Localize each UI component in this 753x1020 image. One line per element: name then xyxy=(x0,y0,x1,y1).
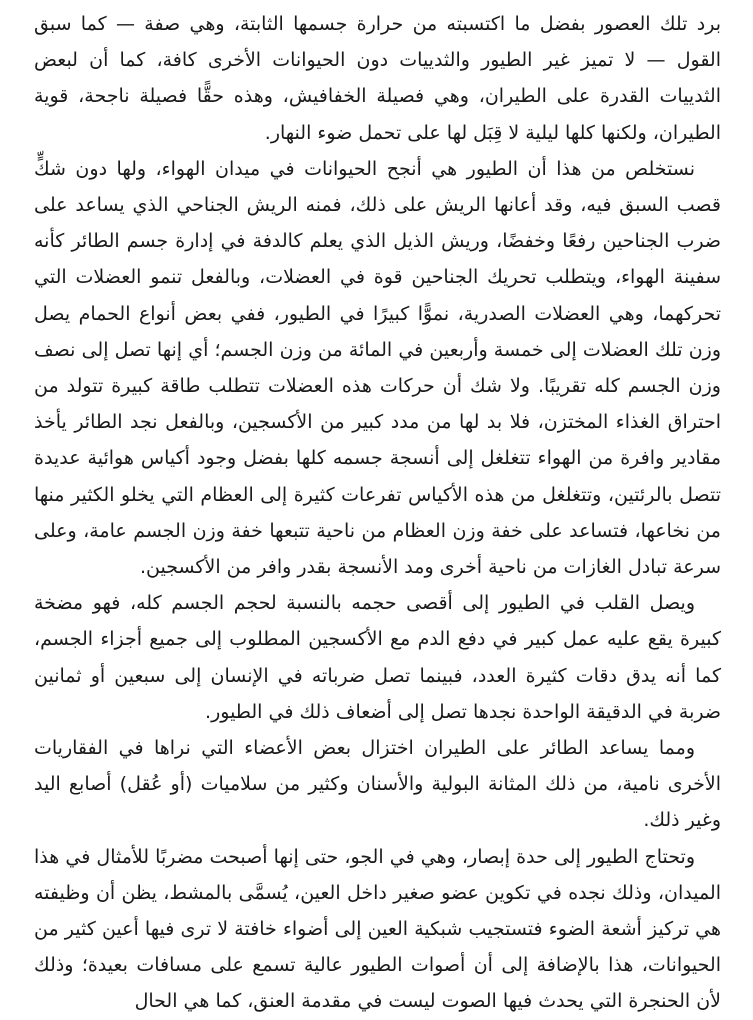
document-page xyxy=(0,6,753,1013)
paragraph-4: ومما يساعد الطائر على الطيران اختزال بعض الأعضاء التي نراها في الفقاريات الأخرى نامية، من ذلك المثانة البولية والأسنان وكثير من سلاميات (أو عُقل) أصابع اليد وغير ذلك. xyxy=(34,737,721,832)
paragraph-1: برد تلك العصور بفضل ما اكتسبته من حرارة جسمها الثابتة، وهي صفة — كما سبق القول — لا تميز غير الطيور والثدييات دون الحيوانات الأخرى كافة، كما أن لبعض الثدييات القدرة على الطيران، وهي فصيلة الخفافيش، وهذه حقًّا فصيلة ناجحة، قوية الطيران، ولكنها كلها ليلية لا قِبَل لها على تحمل ضوء النهار. xyxy=(34,13,721,144)
paragraph-2: نستخلص من هذا أن الطيور هي أنجح الحيوانات في ميدان الهواء، ولها دون شكٍّ قصب السبق فيه، وقد أعانها الريش على ذلك، فمنه الريش الجناحي الذي يساعد على ضرب الجناحين رفعًا وخفضًا، وريش الذيل الذي يعلم كالدفة في إدارة جسم الطائر كأنه سفينة الهواء، ويتطلب تحريك الجناحين قوة في العضلات، وبالفعل تنمو العضلات التي تحركهما، وهي العضلات الصدرية، نموًّا كبيرًا في الطيور، ففي بعض أنواع الحمام يصل وزن تلك العضلات إلى خمسة وأربعين في المائة من وزن الجسم؛ أي إنها تصل إلى نصف وزن الجسم كله تقريبًا. ولا شك أن حركات هذه العضلات تتطلب طاقة كبيرة تتولد من احتراق الغذاء المختزن، فلا بد لها من مدد كبير من الأكسجين، وبالفعل نجد الطائر يأخذ مقادير وافرة من الهواء تتغلغل إلى أنسجة جسمه كلها بفضل وجود أكياس هوائية عديدة تتصل بالرئتين، وتتغلغل من هذه الأكياس تفرعات كثيرة إلى العظام التي يخلو الكثير منها من نخاعها، فتساعد على خفة وزن العظام من ناحية تتبعها خفة وزن الجسم عامة، وعلى سرعة تبادل الغازات من ناحية أخرى ومد الأنسجة بقدر وافر من الأكسجين. xyxy=(34,157,721,579)
paragraph-3: ويصل القلب في الطيور إلى أقصى حجمه بالنسبة لحجم الجسم كله، فهو مضخة كبيرة يقع عليه عمل كبير في دفع الدم مع الأكسجين المطلوب إلى جميع أجزاء الجسم، كما أنه يدق دقات كثيرة العدد، فبينما تصل ضرباته في الإنسان إلى سبعين أو ثمانين ضربة في الدقيقة الواحدة نجدها تصل إلى أضعاف ذلك في الطيور. xyxy=(34,592,721,723)
paragraph-5: وتحتاج الطيور إلى حدة إبصار، وهي في الجو، حتى إنها أصبحت مضربًا للأمثال في هذا الميدان، وذلك نجده في تكوين عضو صغير داخل العين، يُسمَّى بالمشط، يظن أن وظيفته هي تركيز أشعة الضوء فتستجيب شبكية العين إلى أضواء خافتة لا ترى فيها أعين كثير من الحيوانات، هذا بالإضافة إلى أن أصوات الطيور عالية تسمع على مسافات بعيدة؛ وذلك لأن الحنجرة التي يحدث فيها الصوت ليست في مقدمة العنق، كما هي الحال xyxy=(34,845,721,1013)
